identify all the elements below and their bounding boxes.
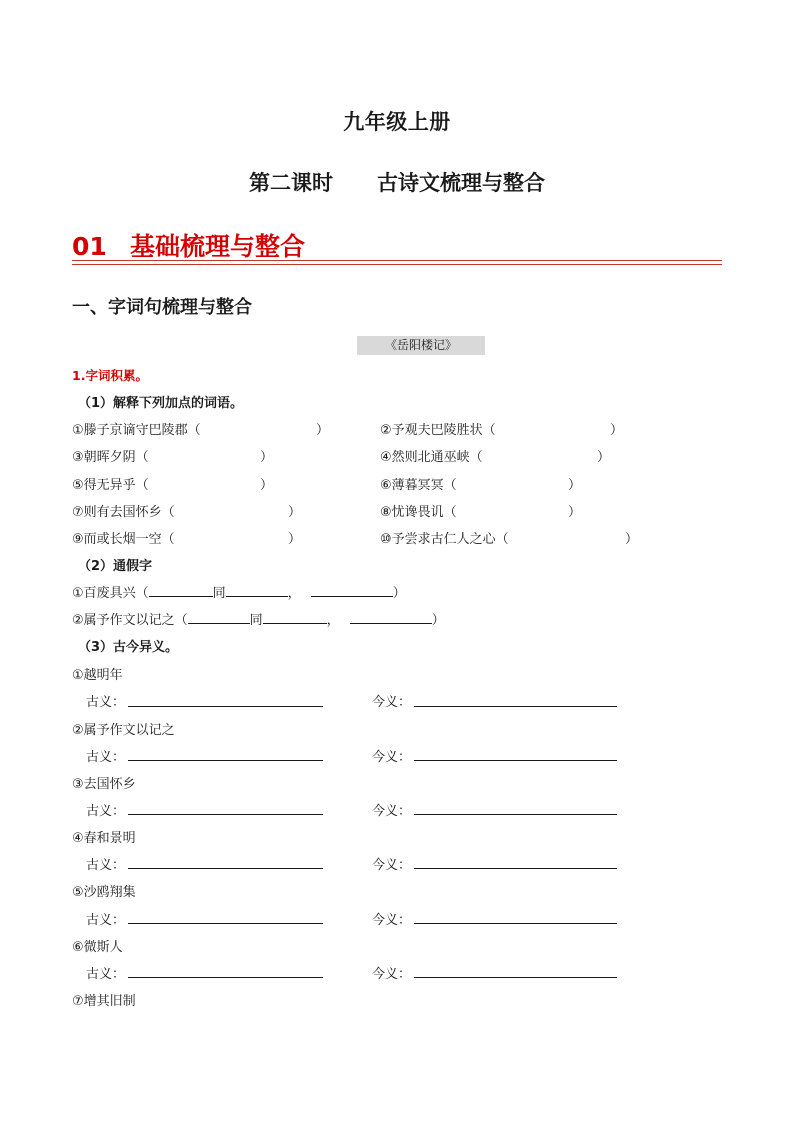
section-heading — [72, 227, 722, 263]
section-divider-thin — [72, 264, 722, 265]
jin-label: 今义： — [372, 858, 412, 873]
section-title: 基础梳理与整合 — [130, 232, 306, 261]
lesson-topic: 古诗文梳理与整合 — [377, 171, 545, 195]
lesson-number: 第二课时 — [249, 171, 333, 195]
list-item: ②予观夫巴陵胜状（ — [380, 423, 496, 438]
subsection-heading: 一、字词句梳理与整合 — [72, 297, 252, 318]
section-number: 01 — [72, 232, 107, 261]
list-item: ③朝晖夕阴（ — [72, 450, 149, 465]
grade-title: 九年级上册 — [343, 110, 451, 134]
question-label: 1.字词积累。 — [72, 368, 148, 383]
answer-line[interactable] — [414, 977, 617, 978]
close-paren: ） — [260, 478, 274, 493]
list-item: ⑤得无异乎（ — [72, 478, 149, 493]
list-item: ④然则北通巫峡（ — [380, 450, 483, 465]
list-item: ⑦则有去国怀乡（ — [72, 505, 175, 520]
answer-line[interactable] — [128, 760, 323, 761]
jin-label: 今义： — [372, 913, 412, 928]
jin-label: 今义： — [372, 750, 412, 765]
answer-line[interactable] — [128, 706, 323, 707]
part3-title: （3）古今异义。 — [78, 640, 179, 655]
answer-blank[interactable] — [350, 610, 432, 624]
tongjia-item: ②属予作文以记之（ 同 ， ） — [72, 609, 445, 628]
tongjia-item: ①百废具兴（ 同 ， ） — [72, 582, 406, 601]
gujin-item: ⑦增其旧制 — [72, 994, 136, 1009]
gu-label: 古义： — [86, 695, 126, 710]
gu-label: 古义： — [86, 804, 126, 819]
section-divider — [72, 260, 722, 261]
gu-label: 古义： — [86, 750, 126, 765]
close-paren: ） — [288, 505, 302, 520]
answer-blank[interactable] — [188, 610, 250, 624]
answer-line[interactable] — [128, 814, 323, 815]
answer-line[interactable] — [414, 706, 617, 707]
answer-line[interactable] — [128, 923, 323, 924]
gujin-item: ⑥微斯人 — [72, 940, 123, 955]
gujin-item: ①越明年 — [72, 668, 123, 683]
answer-blank[interactable] — [263, 610, 327, 624]
close-paren: ） — [288, 532, 302, 547]
list-item: ①滕子京谪守巴陵郡（ — [72, 423, 201, 438]
jin-label: 今义： — [372, 967, 412, 982]
poem-title-box: 《岳阳楼记》 — [357, 336, 485, 355]
gu-label: 古义： — [86, 967, 126, 982]
jin-label: 今义： — [372, 804, 412, 819]
answer-blank[interactable] — [226, 583, 288, 597]
jin-label: 今义： — [372, 695, 412, 710]
gu-label: 古义： — [86, 913, 126, 928]
gu-label: 古义： — [86, 858, 126, 873]
answer-line[interactable] — [414, 923, 617, 924]
part2-title: （2）通假字 — [78, 559, 153, 574]
answer-line[interactable] — [128, 868, 323, 869]
gujin-item: ④春和景明 — [72, 831, 136, 846]
close-paren: ） — [597, 450, 611, 465]
list-item: ⑨而或长烟一空（ — [72, 532, 175, 547]
list-item: ⑩予尝求古仁人之心（ — [380, 532, 509, 547]
answer-line[interactable] — [414, 868, 617, 869]
close-paren: ） — [568, 505, 582, 520]
answer-blank[interactable] — [311, 583, 393, 597]
lesson-title — [0, 167, 794, 197]
part1-title: （1）解释下列加点的词语。 — [78, 396, 244, 411]
answer-line[interactable] — [128, 977, 323, 978]
gujin-item: ⑤沙鸥翔集 — [72, 885, 136, 900]
gujin-item: ②属予作文以记之 — [72, 723, 175, 738]
close-paren: ） — [610, 423, 624, 438]
answer-blank[interactable] — [149, 583, 213, 597]
list-item: ⑥薄暮冥冥（ — [380, 478, 457, 493]
gujin-item: ③去国怀乡 — [72, 777, 136, 792]
answer-line[interactable] — [414, 760, 617, 761]
answer-line[interactable] — [414, 814, 617, 815]
close-paren: ） — [316, 423, 330, 438]
close-paren: ） — [625, 532, 639, 547]
list-item: ⑧忧谗畏讥（ — [380, 505, 457, 520]
close-paren: ） — [260, 450, 274, 465]
close-paren: ） — [568, 478, 582, 493]
